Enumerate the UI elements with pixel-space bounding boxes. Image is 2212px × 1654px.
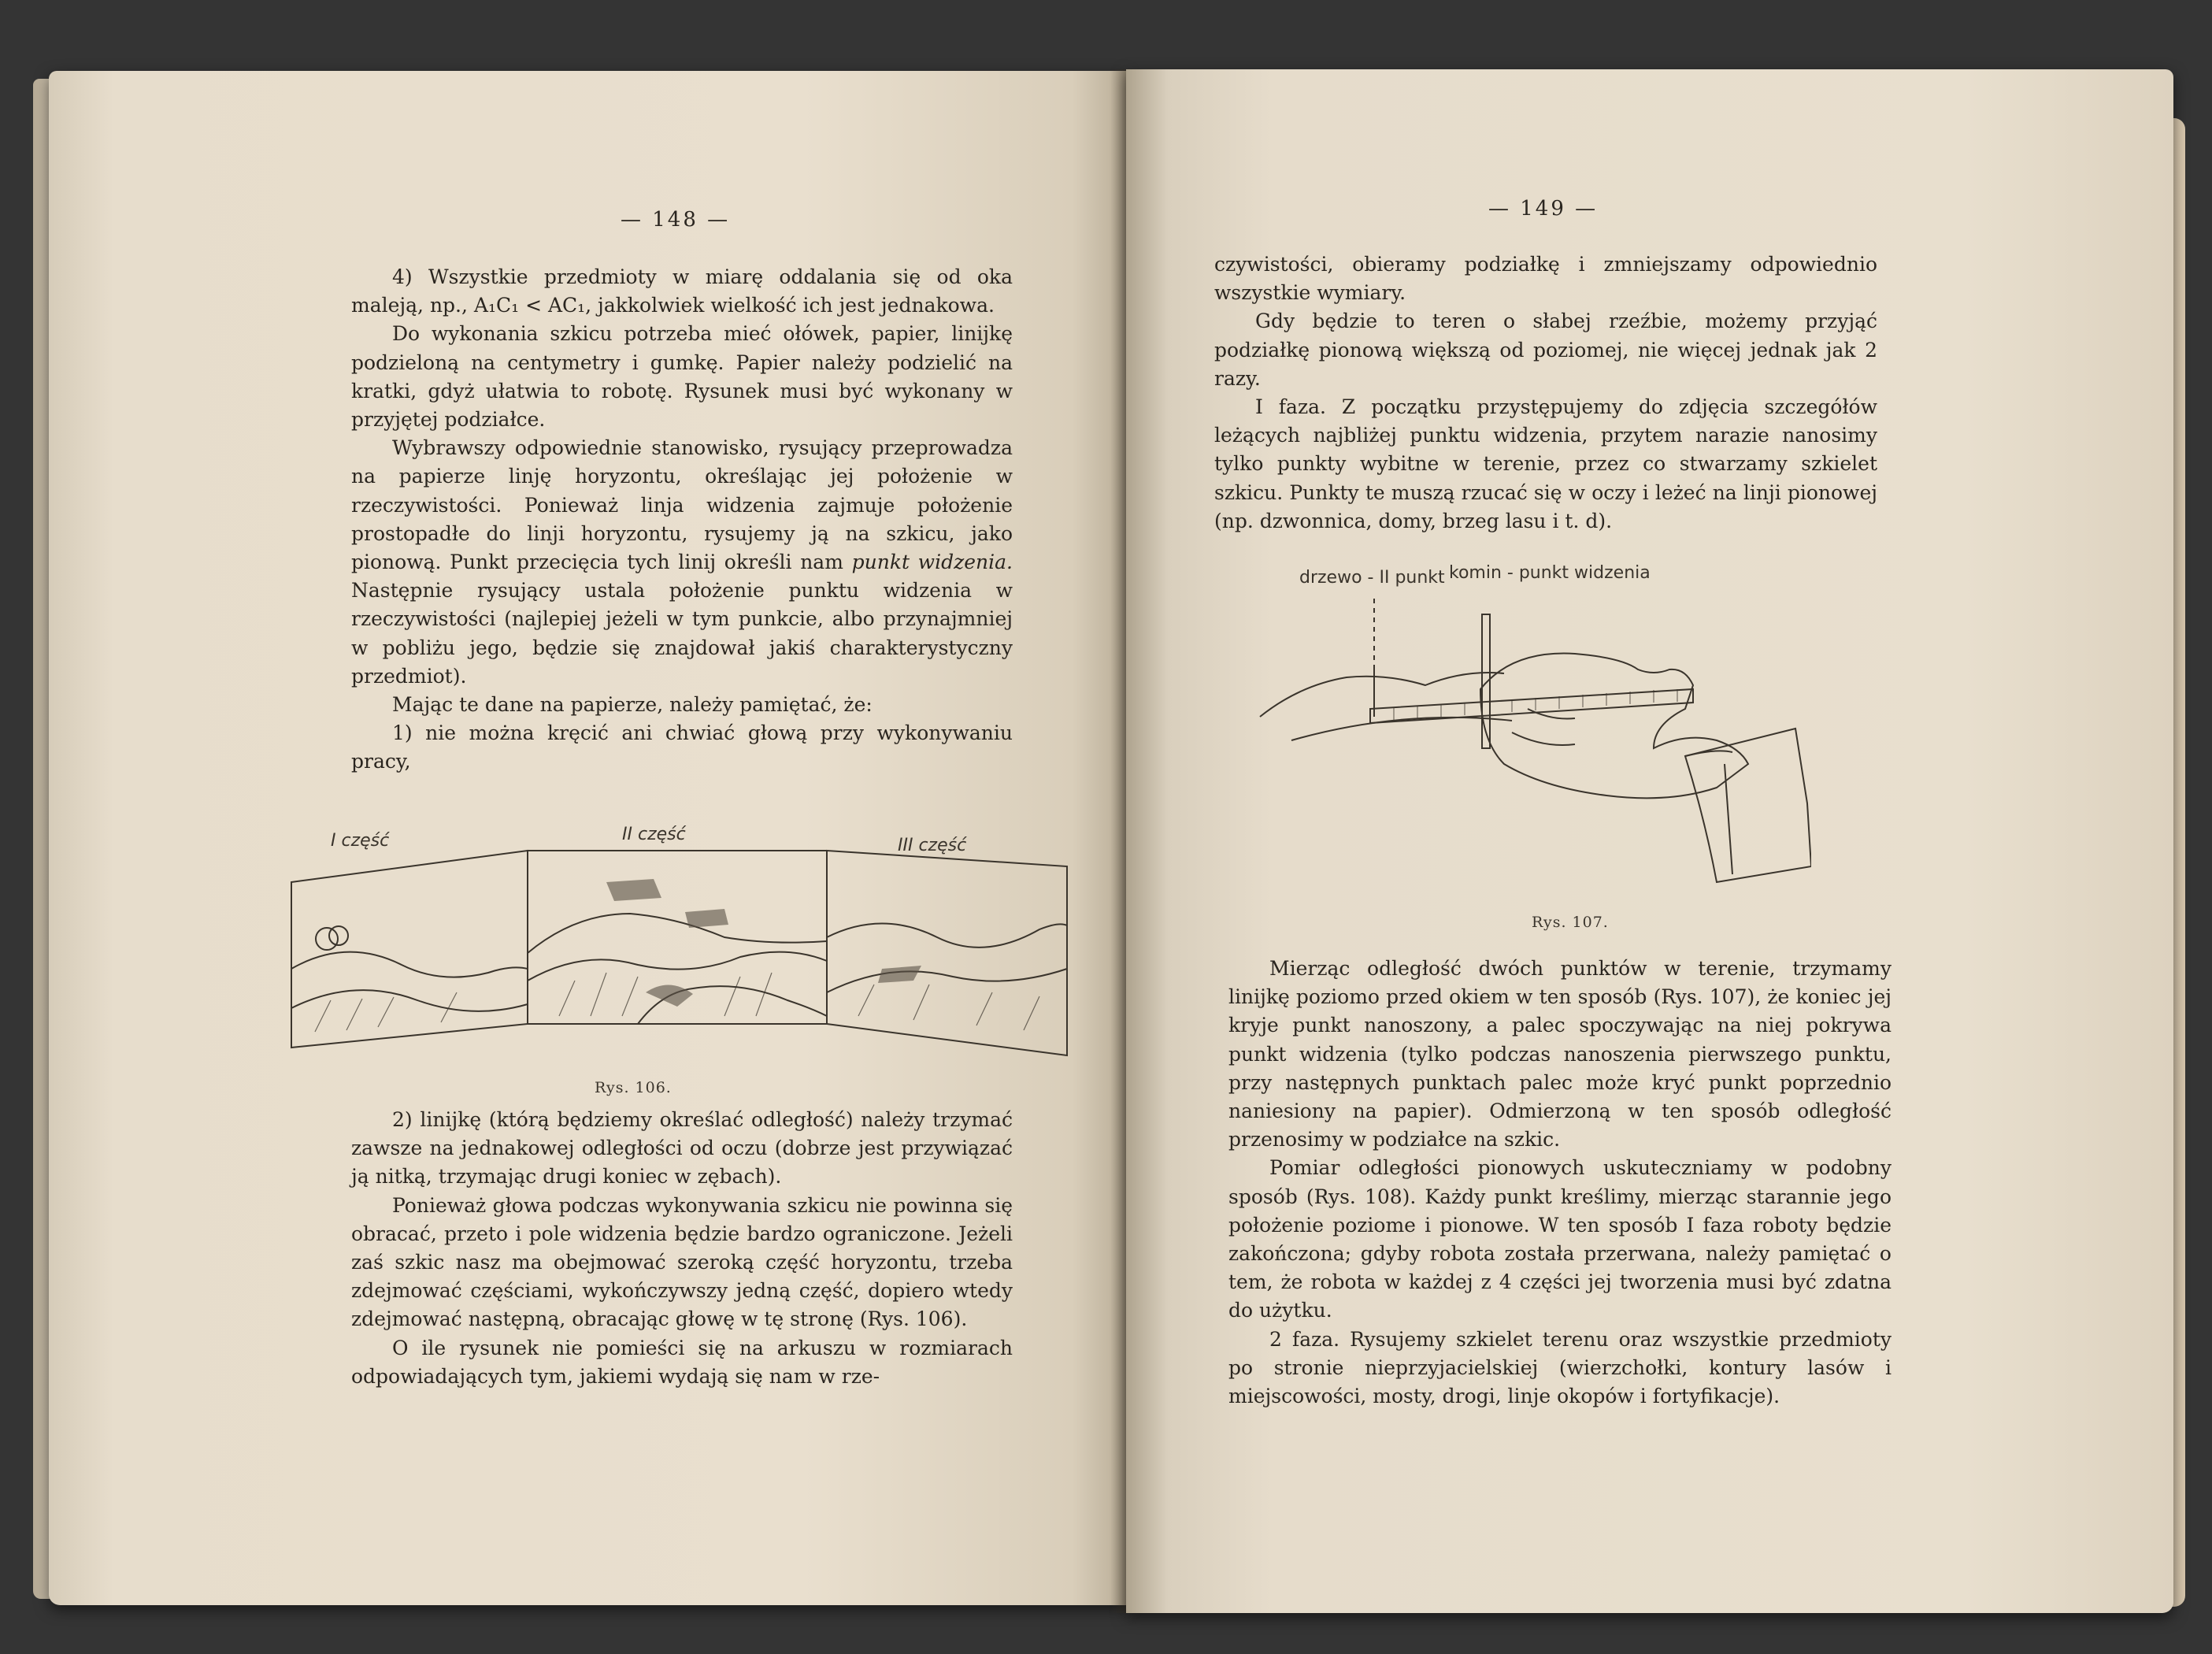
panel-label-i: I część [331, 831, 390, 851]
paragraph: 2 faza. Rysujemy szkielet terenu oraz wszystkie przedmioty po stronie nieprzyjacielskiej (wierzchołki, kontury lasów i miejscowości, mosty, drogi, linje okopów i fortyfikacje). [1228, 1327, 1892, 1408]
paragraph-text: Wybrawszy odpowiednie stanowisko, rysujący przeprowadza na papierze linję horyzontu, określając jej położenie w rzeczywistości. Ponieważ linja widzenia zajmuje położenie prostopadłe do linji horyzontu, rysujemy ją na szkicu, jako pionową. Punkt przecięcia tych linij określi nam [351, 436, 1013, 574]
paragraph: I faza. Z początku przystępujemy do zdjęcia szczegółów leżących najbliżej punktu widzenia, przytem narazie nanosimy tylko punkty wybitne w terenie, przez co stwarzamy szkielet szkicu. Punkty te muszą rzucać się w oczy i leżeć na linji pionowej (np. dzwonnica, domy, brzeg lasu i t. d). [1214, 395, 1877, 532]
paragraph: Mając te dane na papierze, należy pamiętać, że: [392, 693, 873, 717]
figure-107-ruler-hand [1244, 551, 1811, 914]
label-chimney-viewpoint: komin - punkt widzenia [1449, 563, 1651, 583]
chimney [1482, 614, 1490, 748]
figure-106-panorama [283, 819, 1079, 1071]
right-page-number: — 149 — [1488, 197, 1599, 221]
emphasis-term: punkt widzenia. [851, 551, 1013, 574]
panel-label-iii: III część [898, 836, 967, 855]
paragraph: czywistości, obieramy podziałkę i zmniejszamy odpowiednio wszystkie wymiary. [1214, 253, 1877, 305]
panel-label-ii: II część [622, 825, 686, 844]
right-text-bottom [1228, 955, 1892, 1411]
left-text-bottom [351, 1106, 1013, 1391]
paragraph-text: Następnie rysujący ustala położenie punktu widzenia w rzeczywistości (najlepiej jeżeli w tym punkcie, albo przynajmniej w pobliżu jego, będzie się znajdował jakiś charakterystyczny przedmiot). [351, 579, 1013, 688]
right-text-top [1214, 250, 1877, 536]
paragraph: Ponieważ głowa podczas wykonywania szkicu nie powinna się obracać, przeto i pole widzenia będzie bardzo ograniczone. Jeżeli zaś szkic nasz ma obejmować szeroką część horyzontu, trzeba zdejmować częściami, wykończywszy jedną część, dopiero wtedy zdejmować następną, obracając głowę w tę stronę (Rys. 106). [351, 1193, 1013, 1331]
panel-iii [827, 851, 1067, 1055]
paragraph: 1) nie można kręcić ani chwiać głową przy wykonywaniu pracy, [351, 721, 1013, 773]
hand [1480, 654, 1748, 799]
figure-106-caption: Rys. 106. [595, 1079, 672, 1096]
figure-107-caption: Rys. 107. [1532, 914, 1609, 931]
left-text-top [351, 263, 1013, 777]
paragraph: Gdy będzie to teren o słabej rzeźbie, możemy przyjąć podziałkę pionową większą od poziomej, nie więcej jednak jak 2 razy. [1214, 310, 1877, 390]
paragraph: Do wykonania szkicu potrzeba mieć ołówek, papier, linijkę podzieloną na centymetry i gumkę. Papier należy podzielić na kratki, gdyż ułatwia to robotę. Rysunek musi być wykonany w przyjętej podziałce. [351, 322, 1013, 432]
paragraph [351, 434, 1013, 691]
label-tree-point: drzewo - II punkt [1299, 568, 1445, 588]
paragraph: O ile rysunek nie pomieści się na arkuszu w rozmiarach odpowiadających tym, jakiemi wydają się nam w rze- [351, 1336, 1013, 1388]
paragraph: Mierząc odległość dwóch punktów w terenie, trzymamy linijkę poziomo przed okiem w ten sposób (Rys. 107), że koniec jej kryje punkt nanoszony, a palec spoczywając na niej pokrywa punkt widzenia (tylko podczas nanoszenia pierwszego punktu, przy następnych punktach palec może kryć punkt poprzednio naniesiony na papier). Odmierzoną w ten sposób odległość przenosimy w podziałce na szkic. [1228, 957, 1892, 1151]
paragraph: 2) linijkę (którą będziemy określać odległość) należy trzymać zawsze na jednakowej odległości od oczu (dobrze jest przywiązać ją nitką, trzymając drugi koniec w zębach). [351, 1108, 1013, 1189]
paragraph: 4) Wszystkie przedmioty w miarę oddalania się od oka maleją, np., A₁C₁ < AC₁, jakkolwiek wielkość ich jest jednakowa. [351, 265, 1013, 317]
hill-line [1260, 673, 1504, 717]
left-page-number: — 148 — [621, 208, 731, 232]
paragraph: Pomiar odległości pionowych uskuteczniamy w podobny sposób (Rys. 108). Każdy punkt kreślimy, mierząc starannie jego położenie poziome i pionowe. W ten sposób I faza roboty będzie zakończona; gdyby robota została przerwana, należy pamiętać o tem, że robota w każdej z 4 części jej tworzenia musi być zdatna do użytku. [1228, 1156, 1892, 1322]
